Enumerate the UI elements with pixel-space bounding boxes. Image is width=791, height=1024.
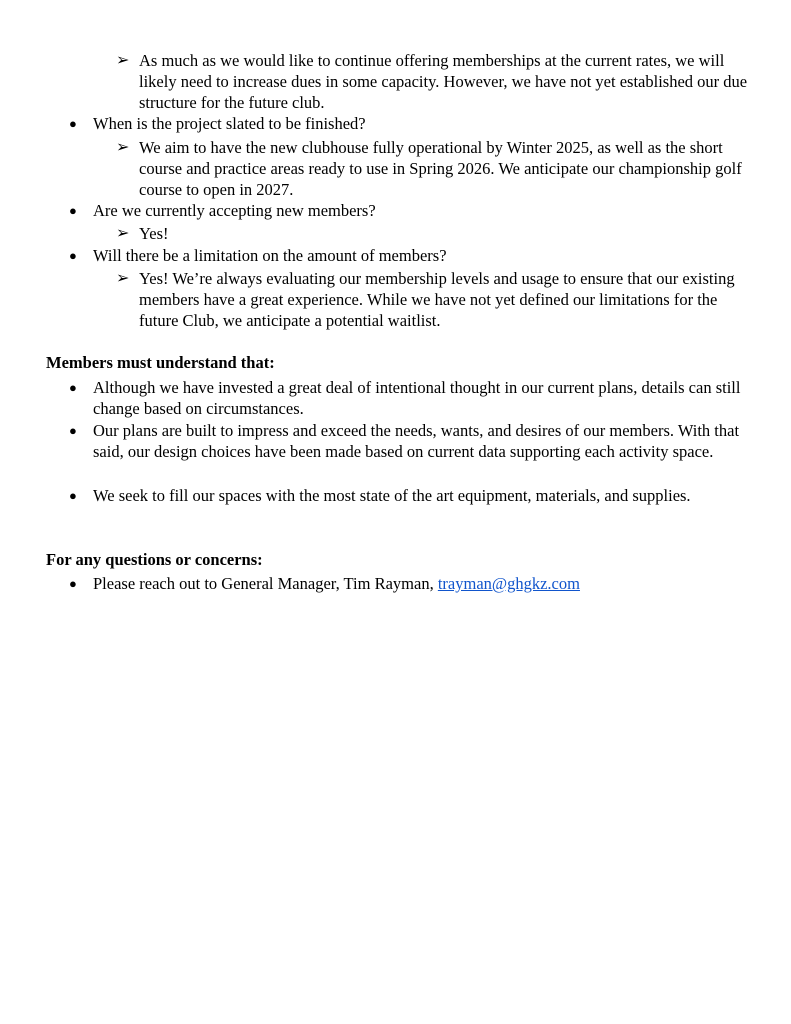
contact-email-link[interactable]: trayman@ghgkz.com — [437, 574, 580, 593]
faq-answer-new-members: Yes! — [139, 224, 169, 243]
faq-question-limitation: Will there be a limitation on the amount of members? — [93, 246, 447, 265]
bullet-icon: ● — [69, 248, 77, 263]
bullet-icon: ● — [69, 423, 77, 438]
faq-answer-finish: We aim to have the new clubhouse fully operational by Winter 2025, as well as the short course and practice areas ready to use in Spring 2026. We anticipate our championship golf course to open in 2027. — [139, 138, 742, 199]
arrow-bullet-icon: ➢ — [116, 52, 130, 69]
arrow-bullet-icon: ➢ — [116, 139, 130, 156]
arrow-bullet-icon: ➢ — [116, 270, 130, 287]
faq-answer-limitation: Yes! We’re always evaluating our membership levels and usage to ensure that our existing members have a great experience. While we have not yet defined our limitations for the future Club, we anticipate a potential waitlist. — [139, 269, 735, 330]
faq-answer-dues: As much as we would like to continue offering memberships at the current rates, we will likely need to increase dues in some capacity. However, we have not yet established our due structure for the future club. — [139, 51, 748, 112]
contact-line — [93, 573, 753, 594]
arrow-bullet-icon: ➢ — [116, 225, 130, 242]
understand-item-plans: Although we have invested a great deal of intentional thought in our current plans, details can still change based on circumstances. — [93, 378, 741, 418]
understand-heading: Members must understand that: — [46, 353, 275, 372]
bullet-icon: ● — [69, 116, 77, 131]
bullet-icon: ● — [69, 576, 77, 591]
bullet-icon: ● — [69, 488, 77, 503]
contact-text: Please reach out to General Manager, Tim Rayman, — [93, 574, 438, 593]
faq-question-new-members: Are we currently accepting new members? — [93, 201, 376, 220]
bullet-icon: ● — [69, 203, 77, 218]
understand-item-equipment: We seek to fill our spaces with the most state of the art equipment, materials, and supplies. — [93, 486, 691, 505]
understand-item-design: Our plans are built to impress and exceed the needs, wants, and desires of our members. With that said, our design choices have been made based on current data supporting each activity space. — [93, 421, 740, 461]
bullet-icon: ● — [69, 380, 77, 395]
contact-heading: For any questions or concerns: — [46, 550, 263, 569]
faq-question-finish: When is the project slated to be finished? — [93, 114, 366, 133]
